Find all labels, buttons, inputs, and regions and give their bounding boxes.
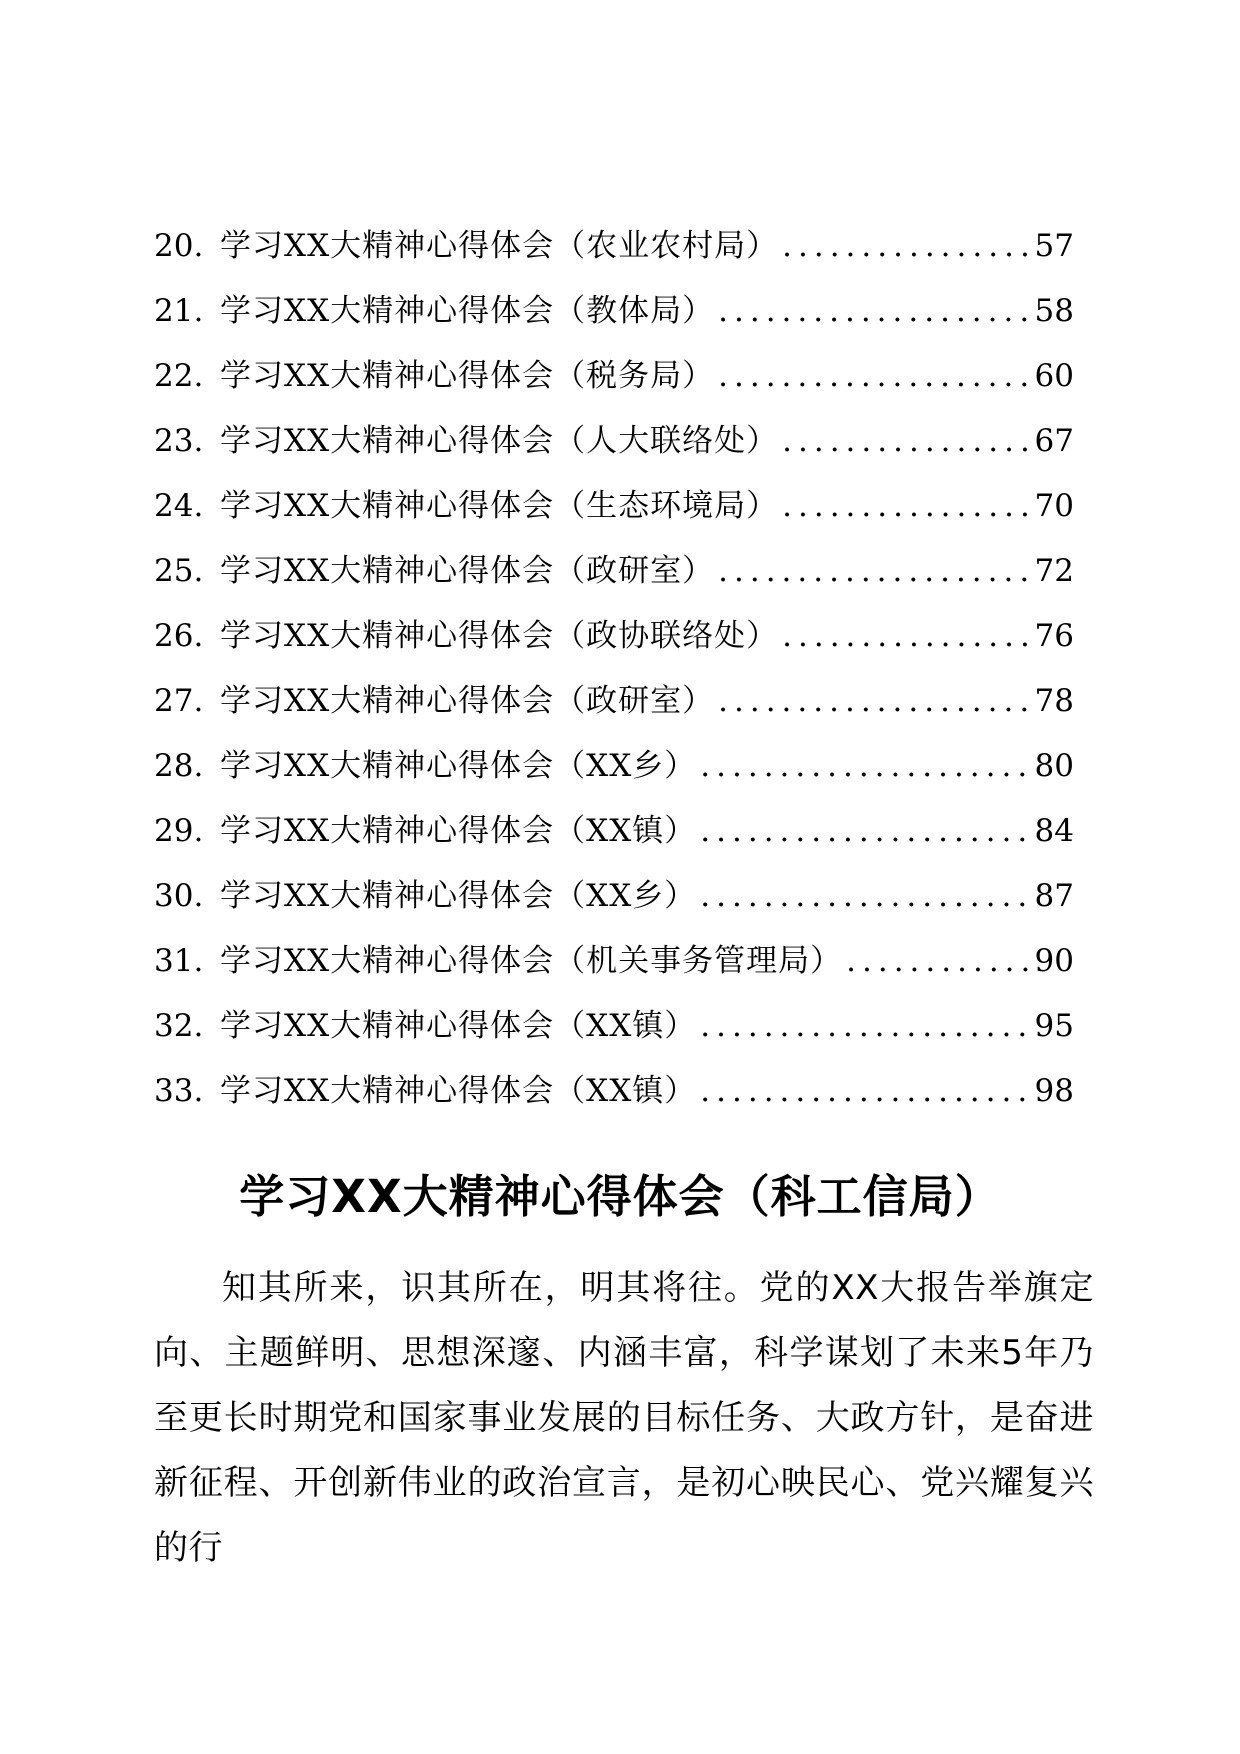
toc-entry-number: 22.	[154, 358, 204, 394]
toc-entry[interactable]	[154, 279, 1074, 344]
article-title: 学习XX大精神心得体会（科工信局）	[239, 1170, 1001, 1223]
toc-dot-leader	[700, 799, 1028, 864]
toc-entry[interactable]	[154, 539, 1074, 604]
toc-entry-title: 学习XX大精神心得体会（XX镇）	[220, 1008, 697, 1044]
toc-entry-page: 76	[1034, 618, 1074, 654]
toc-entry[interactable]	[154, 864, 1074, 929]
toc-entry-title: 学习XX大精神心得体会（生态环境局）	[220, 488, 779, 524]
toc-entry-title: 学习XX大精神心得体会（XX镇）	[220, 813, 697, 849]
toc-entry-page: 80	[1034, 748, 1074, 784]
toc-entry-number: 29.	[154, 813, 204, 849]
toc-entry-page: 60	[1034, 358, 1074, 394]
toc-dot-leader	[718, 539, 1028, 604]
toc-entry-number: 33.	[154, 1073, 204, 1109]
toc-entry-page: 67	[1034, 423, 1074, 459]
toc-entry-title: 学习XX大精神心得体会（XX镇）	[220, 1073, 697, 1109]
toc-entry-number: 23.	[154, 423, 204, 459]
toc-entry-title: 学习XX大精神心得体会（XX乡）	[220, 878, 697, 914]
toc-entry-page: 87	[1034, 878, 1074, 914]
toc-entry[interactable]	[154, 474, 1074, 539]
toc-entry-title: 学习XX大精神心得体会（农业农村局）	[220, 228, 779, 264]
toc-entry[interactable]	[154, 929, 1074, 994]
toc-entry-page: 98	[1034, 1073, 1074, 1109]
toc-entry[interactable]	[154, 604, 1074, 669]
toc-entry-page: 95	[1034, 1008, 1074, 1044]
toc-entry-title: 学习XX大精神心得体会（机关事务管理局）	[220, 943, 843, 979]
toc-entry-number: 27.	[154, 683, 204, 719]
toc-dot-leader	[700, 994, 1028, 1059]
toc-dot-leader	[782, 604, 1028, 669]
toc-dot-leader	[782, 409, 1028, 474]
toc-dot-leader	[700, 734, 1028, 799]
article-paragraph: 知其所来，识其所在，明其将往。党的XX大报告举旗定向、主题鲜明、思想深邃、内涵丰富，科学谋划了未来5年乃至更长时期党和国家事业发展的目标任务、大政方针，是奋进新征程、开创新伟业的政治宣言，是初心映民心、党兴耀复兴的行	[154, 1268, 1094, 1568]
toc-entry-number: 28.	[154, 748, 204, 784]
toc-entry[interactable]	[154, 734, 1074, 799]
toc-dot-leader	[782, 214, 1028, 279]
toc-entry-page: 58	[1034, 293, 1074, 329]
toc-entry-page: 72	[1034, 553, 1074, 589]
toc-entry[interactable]	[154, 214, 1074, 279]
toc-entry[interactable]	[154, 669, 1074, 734]
toc-entry[interactable]	[154, 344, 1074, 409]
toc-entry-number: 21.	[154, 293, 204, 329]
toc-entry-number: 32.	[154, 1008, 204, 1044]
toc-entry-title: 学习XX大精神心得体会（XX乡）	[220, 748, 697, 784]
toc-dot-leader	[718, 279, 1028, 344]
toc-entry[interactable]	[154, 1059, 1074, 1124]
toc-entry-page: 90	[1034, 943, 1074, 979]
toc-entry-title: 学习XX大精神心得体会（政研室）	[220, 683, 715, 719]
toc-entry[interactable]	[154, 994, 1074, 1059]
toc-dot-leader	[700, 1059, 1028, 1124]
toc-entry-number: 24.	[154, 488, 204, 524]
toc-dot-leader	[700, 864, 1028, 929]
toc-dot-leader	[718, 344, 1028, 409]
toc-entry-number: 31.	[154, 943, 204, 979]
toc-entry[interactable]	[154, 799, 1074, 864]
toc-entry-page: 70	[1034, 488, 1074, 524]
toc-entry-title: 学习XX大精神心得体会（人大联络处）	[220, 423, 779, 459]
table-of-contents	[154, 214, 1074, 1124]
toc-entry-title: 学习XX大精神心得体会（政研室）	[220, 553, 715, 589]
toc-entry-number: 20.	[154, 228, 204, 264]
toc-dot-leader	[718, 669, 1028, 734]
toc-entry[interactable]	[154, 409, 1074, 474]
toc-entry-page: 78	[1034, 683, 1074, 719]
toc-dot-leader	[782, 474, 1028, 539]
toc-dot-leader	[846, 929, 1028, 994]
toc-entry-number: 25.	[154, 553, 204, 589]
toc-entry-title: 学习XX大精神心得体会（政协联络处）	[220, 618, 779, 654]
toc-entry-page: 84	[1034, 813, 1074, 849]
toc-entry-title: 学习XX大精神心得体会（税务局）	[220, 358, 715, 394]
toc-entry-page: 57	[1034, 228, 1074, 264]
toc-entry-title: 学习XX大精神心得体会（教体局）	[220, 293, 715, 329]
toc-entry-number: 26.	[154, 618, 204, 654]
toc-entry-number: 30.	[154, 878, 204, 914]
